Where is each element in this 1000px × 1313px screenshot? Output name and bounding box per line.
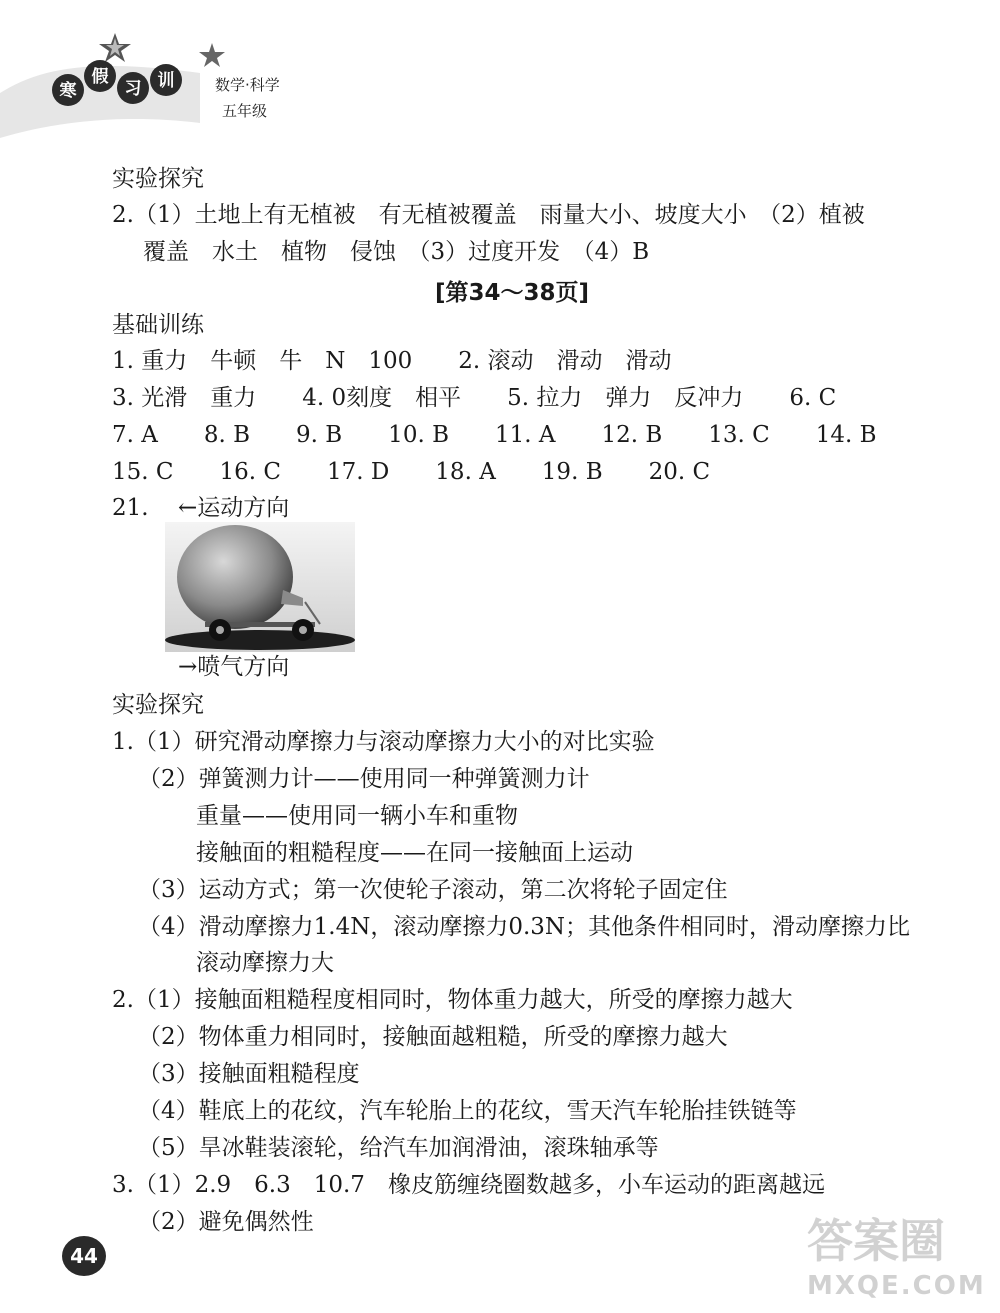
answer-line: （2）避免偶然性: [138, 1209, 314, 1235]
answer-line: （4）滑动摩擦力1.4N，滚动摩擦力0.3N；其他条件相同时，滑动摩擦力比: [138, 914, 911, 940]
answer-line: （5）旱冰鞋装滚轮，给汽车加润滑油，滚珠轴承等: [138, 1135, 659, 1161]
answer-line: 滚动摩擦力大: [196, 950, 334, 976]
answer-line: 7. A 8. B 9. B 10. B 11. A 12. B 13. C 14. B: [112, 422, 877, 448]
answer-line: （4）鞋底上的花纹，汽车轮胎上的花纹，雪天汽车轮胎挂铁链等: [138, 1098, 797, 1124]
badge-char-1: 寒: [59, 81, 77, 101]
section-heading-experiment: 实验探究: [112, 166, 204, 192]
answer-line: 2.（1）接触面粗糙程度相同时，物体重力越大，所受的摩擦力越大: [112, 987, 793, 1013]
header-logo: [0, 28, 330, 148]
watermark-text: 答案圈: [807, 1214, 945, 1268]
page-number: 44: [62, 1236, 106, 1276]
answer-line: 覆盖 水土 植物 侵蚀 （3）过度开发 （4）B: [143, 239, 650, 265]
answer-line: 1. 重力 牛顿 牛 N 100 2. 滚动 滑动 滑动: [112, 348, 672, 374]
header-subject: 数学·科学: [215, 76, 280, 94]
section-heading-basic: 基础训练: [112, 312, 204, 338]
badge-char-2: 假: [91, 67, 109, 87]
answer-line: （3）运动方式；第一次使轮子滚动，第二次将轮子固定住: [138, 877, 728, 903]
answer-line: （2）物体重力相同时，接触面越粗糙，所受的摩擦力越大: [138, 1024, 728, 1050]
answer-line: （3）接触面粗糙程度: [138, 1061, 360, 1087]
answer-line: 15. C 16. C 17. D 18. A 19. B 20. C: [112, 459, 711, 485]
jet-direction-label: →喷气方向: [178, 654, 290, 680]
answer-line: 3.（1）2.9 6.3 10.7 橡皮筋缠绕圈数越多，小车运动的距离越远: [112, 1172, 825, 1198]
question-number: 21.: [112, 495, 149, 521]
badge-char-3: 习: [124, 79, 142, 99]
answer-line: 重量——使用同一辆小车和重物: [196, 803, 518, 829]
star-icon: [199, 43, 225, 67]
answer-line: （2）弹簧测力计——使用同一种弹簧测力计: [138, 766, 590, 792]
motion-direction-label: ←运动方向: [178, 495, 290, 521]
balloon-car-photo: [165, 522, 355, 652]
watermark-logo: [807, 1205, 986, 1305]
section-heading-experiment: 实验探究: [112, 692, 204, 718]
answer-line: 接触面的粗糙程度——在同一接触面上运动: [196, 840, 633, 866]
badge-char-4: 训: [157, 71, 175, 91]
answer-line: 2.（1）土地上有无植被 有无植被覆盖 雨量大小、坡度大小 （2）植被: [112, 202, 865, 228]
answer-line: 3. 光滑 重力 4. 0刻度 相平 5. 拉力 弹力 反冲力 6. C: [112, 385, 837, 411]
watermark-url: MXQE.COM: [807, 1271, 986, 1301]
page-range-title: [第34～38页]: [435, 280, 590, 306]
answer-line: 1.（1）研究滑动摩擦力与滚动摩擦力大小的对比实验: [112, 729, 655, 755]
header-grade: 五年级: [222, 102, 268, 120]
star-icon: [99, 33, 131, 62]
